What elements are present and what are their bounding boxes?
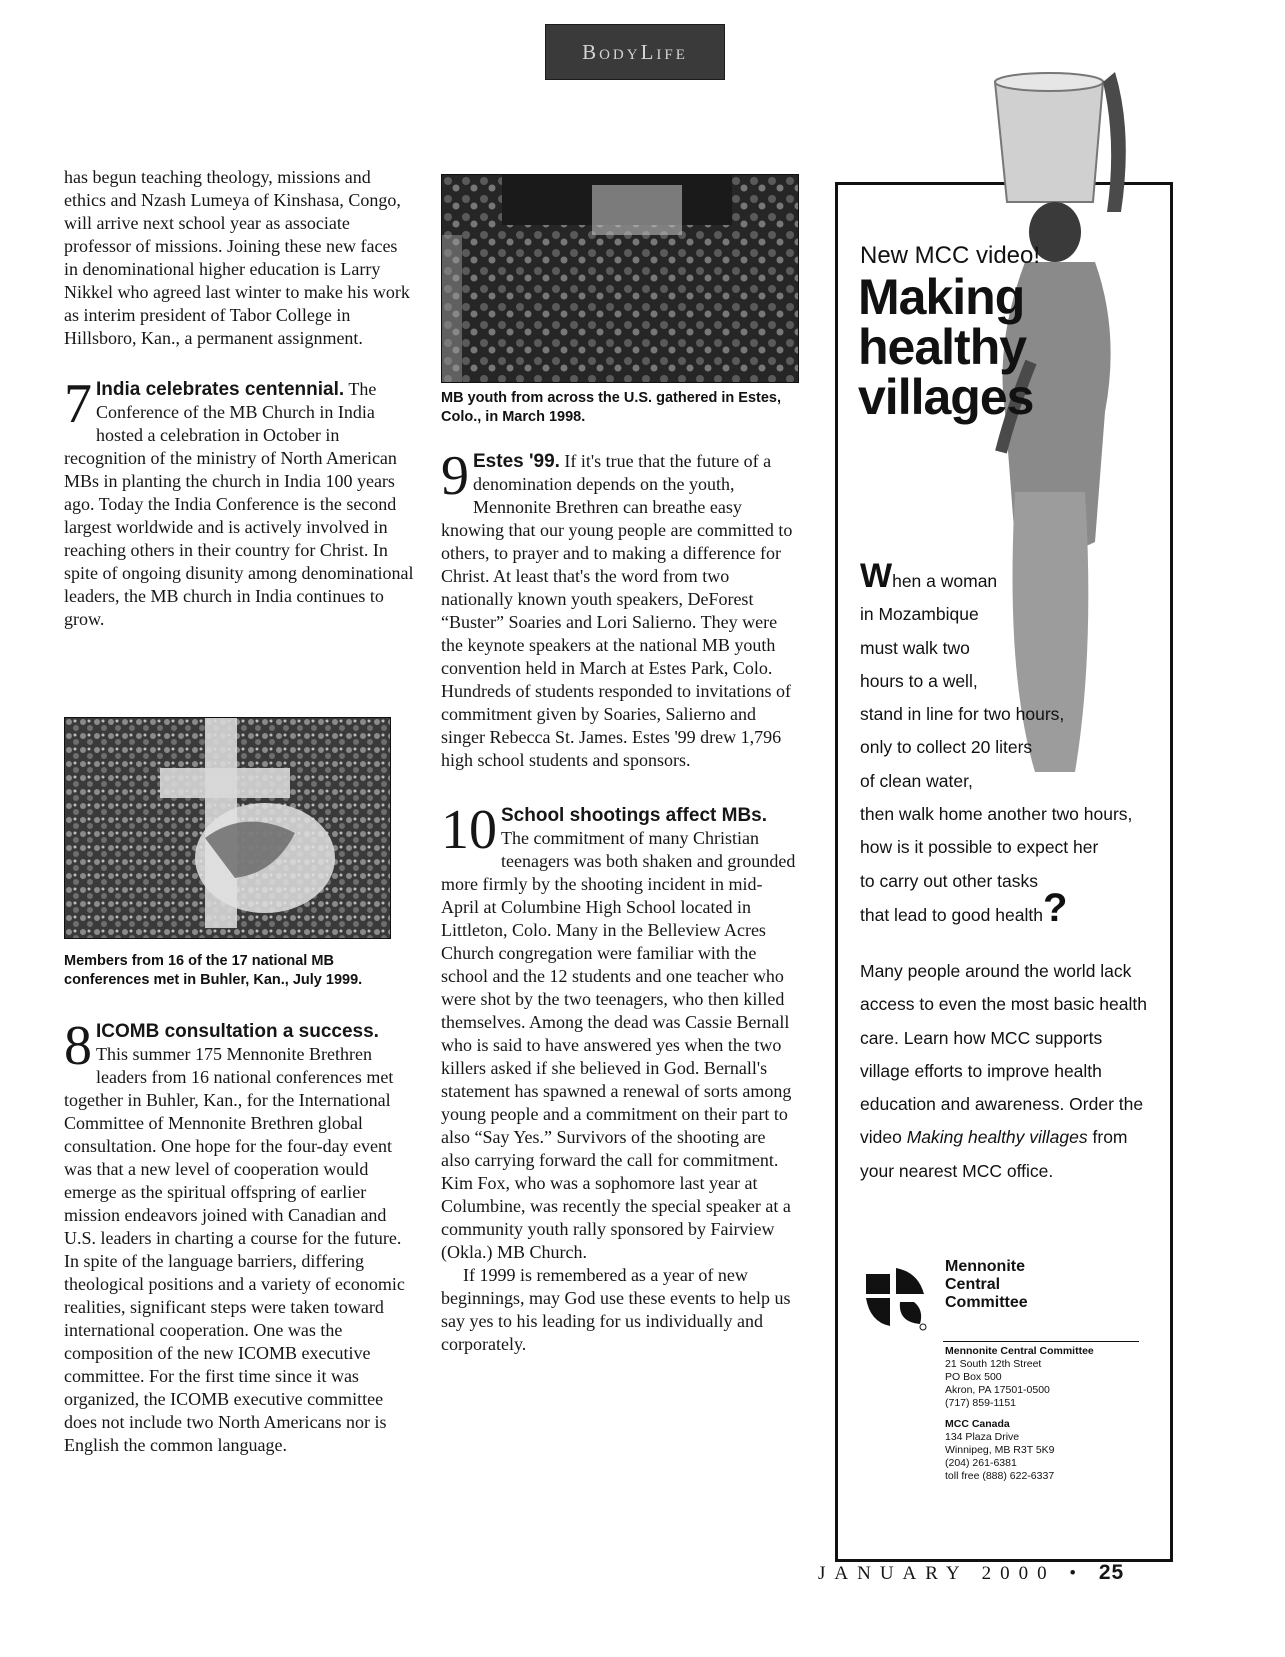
mcc-us-office xyxy=(945,1345,1094,1410)
photo-estes-image xyxy=(442,175,798,382)
item-7 xyxy=(64,373,414,631)
intro-paragraph: has begun teaching theology, missions and ethics and Nzash Lumeya of Kinshasa, Congo, will arrive next school year as associate professor of missions. Joining these new faces in denominational higher education is Larry Nikkel who agreed last winter to make his work as interim president of Tabor College in Hillsboro, Kan., a permanent assignment. xyxy=(64,167,410,348)
ad-body-line-10: to carry out other tasks xyxy=(860,870,1038,891)
ad-question-mark: ? xyxy=(1042,885,1068,930)
ad-body-line-1 xyxy=(860,557,1160,598)
ad-body-line-1-rest: hen a woman xyxy=(892,571,998,591)
ad-cta-before: Many people around the world lack access to even the most basic health care. Learn how MCC supports village efforts to improve health education and awareness. Order the video xyxy=(860,961,1147,1148)
item-10-number: 10 xyxy=(441,799,497,861)
ad-call-to-action xyxy=(860,955,1150,1188)
ad-title xyxy=(858,269,1034,425)
ad-title-line-3: villages xyxy=(858,369,1034,425)
ad-body-line-6: only to collect 20 liters xyxy=(860,737,1033,758)
ad-body-line-5: stand in line for two hours, xyxy=(860,704,1065,725)
closing-paragraph: If 1999 is remembered as a year of new beginnings, may God use these events to help us say yes to his leading for us individually and corporately. xyxy=(441,1265,791,1354)
item-8-headline: ICOMB consultation a success. xyxy=(96,1021,379,1042)
item-7-number: 7 xyxy=(64,373,92,435)
item-9 xyxy=(441,445,797,772)
ad-body-line-2: in Mozambique xyxy=(860,604,979,625)
mcc-org-name-line-2: Central xyxy=(945,1276,1001,1293)
ad-kicker: New MCC video! xyxy=(860,242,1041,269)
item-10-body: The commitment of many Christian teenagers was both shaken and grounded more firmly by the shooting incident in mid-April at Columbine High School located in Littleton, Colo. Many in the Belleview Acres Church congregation were familiar with the school and the 12 students and one teacher who were shot by the two teenagers, who then killed themselves. Among the dead was Cassie Bernall who is said to have answered yes when the two killers asked if she believed in God. Bernall's statement has spawned a renewal of sorts among young people and a commitment on their part to also “Say Yes.” Survivors of the shooting are also carrying forward the call for commitment. Kim Fox, who was a sophomore last year at Columbine, was recently the special speaker at a community youth rally sponsored by Fairview (Okla.) MB Church. xyxy=(441,828,796,1262)
ad-body-line-7: of clean water, xyxy=(860,770,973,791)
ad-body-line-3: must walk two xyxy=(860,637,970,658)
mcc-canada-street: 134 Plaza Drive xyxy=(945,1431,1020,1443)
photo-estes-youth xyxy=(441,174,799,383)
mcc-us-street: 21 South 12th Street xyxy=(945,1358,1042,1370)
page-footer xyxy=(818,1561,1124,1585)
photo-buhler-caption: Members from 16 of the 17 national MB conferences met in Buhler, Kan., July 1999. xyxy=(64,953,363,988)
column-1-bottom xyxy=(64,1015,414,1457)
item-8-number: 8 xyxy=(64,1015,92,1077)
column-1-top xyxy=(64,166,414,631)
ad-cta-after: from your nearest MCC office. xyxy=(860,1127,1128,1181)
mcc-org-name-line-3: Committee xyxy=(945,1294,1028,1311)
ad-body-line-11-text: that lead to good health xyxy=(860,904,1043,925)
ad-body-line-8: then walk home another two hours, xyxy=(860,804,1133,825)
mcc-us-name: Mennonite Central Committee xyxy=(945,1345,1094,1357)
mcc-us-pobox: PO Box 500 xyxy=(945,1371,1002,1383)
mcc-addresses xyxy=(945,1345,1094,1483)
ad-body-line-4: hours to a well, xyxy=(860,670,978,691)
item-10 xyxy=(441,799,797,1264)
section-label: BodyLife xyxy=(582,39,688,64)
item-10-headline: School shootings affect MBs. xyxy=(501,805,768,826)
mcc-canada-name: MCC Canada xyxy=(945,1418,1010,1430)
item-7-body: The Conference of the MB Church in India hosted a celebration in October in recognition of the ministry of North American MBs in planting the church in India 100 years ago. Today the India Conference is the second largest worldwide and is actively involved in reaching others in their country for Christ. In spite of ongoing disunity among denominational leaders, the MB church in India continues to grow. xyxy=(64,379,414,629)
ad-body-line-9: how is it possible to expect her xyxy=(860,837,1099,858)
mcc-divider xyxy=(943,1341,1139,1342)
mcc-us-city: Akron, PA 17501-0500 xyxy=(945,1384,1050,1396)
page-number: 25 xyxy=(1098,1561,1125,1584)
section-tab xyxy=(545,24,725,80)
mcc-org-name-line-1: Mennonite xyxy=(945,1258,1025,1275)
photo-estes-caption: MB youth from across the U.S. gathered in Estes, Colo., in March 1998. xyxy=(441,390,782,425)
ad-title-line-1: Making xyxy=(858,269,1025,325)
mcc-org-name xyxy=(945,1258,1028,1312)
ad-body-line-1-initial: W xyxy=(860,557,893,595)
mcc-logo-icon xyxy=(860,1262,930,1332)
ad-title-line-2: healthy xyxy=(858,319,1027,375)
ad-cta-video-title: Making healthy villages xyxy=(906,1127,1088,1148)
item-8 xyxy=(64,1015,414,1457)
mcc-us-phone: (717) 859-1151 xyxy=(945,1397,1017,1409)
photo-buhler-image xyxy=(65,718,390,938)
mcc-canada-city: Winnipeg, MB R3T 5K9 xyxy=(945,1444,1055,1456)
ad-body-line-11 xyxy=(860,885,1160,932)
column-2 xyxy=(441,445,797,1356)
item-9-headline: Estes '99. xyxy=(473,451,560,472)
mcc-canada-phone: (204) 261-6381 xyxy=(945,1457,1017,1469)
ad-body xyxy=(860,557,1160,932)
item-7-headline: India celebrates centennial. xyxy=(96,379,345,400)
item-9-body: If it's true that the future of a denomination depends on the youth, Mennonite Brethren can breathe easy knowing that our young people are committed to others, to prayer and to making a difference for Christ. At least that's the word from two nationally known youth speakers, DeForest “Buster” Soaries and Lori Salierno. They were the keynote speakers at the national MB youth convention held in March at Estes Park, Colo. Hundreds of students responded to invitations of commitment given by Soaries, Salierno and singer Rebecca St. James. Estes '99 drew 1,796 high school students and sponsors. xyxy=(441,451,793,770)
mcc-canada-office xyxy=(945,1418,1094,1483)
photo-buhler-conference xyxy=(64,717,391,939)
footer-issue: JANUARY 2000 xyxy=(818,1563,1056,1584)
mcc-canada-tollfree: toll free (888) 622-6337 xyxy=(945,1470,1055,1482)
footer-bullet: • xyxy=(1069,1563,1086,1584)
item-9-number: 9 xyxy=(441,445,469,507)
item-8-body: This summer 175 Mennonite Brethren leaders from 16 national conferences met together in Buhler, Kan., for the International Committee of Mennonite Brethren global consultation. One hope for the four-day event was that a new level of cooperation would emerge as the spiritual offspring of earlier mission endeavors joined with Canadian and U.S. leaders in charting a course for the future. In spite of the language barriers, differing theological positions and a variety of economic realities, significant steps were taken toward international cooperation. One was the composition of the new ICOMB executive committee. For the first time since it was organized, the ICOMB executive committee does not include two North Americans nor is English the common language. xyxy=(64,1044,405,1455)
